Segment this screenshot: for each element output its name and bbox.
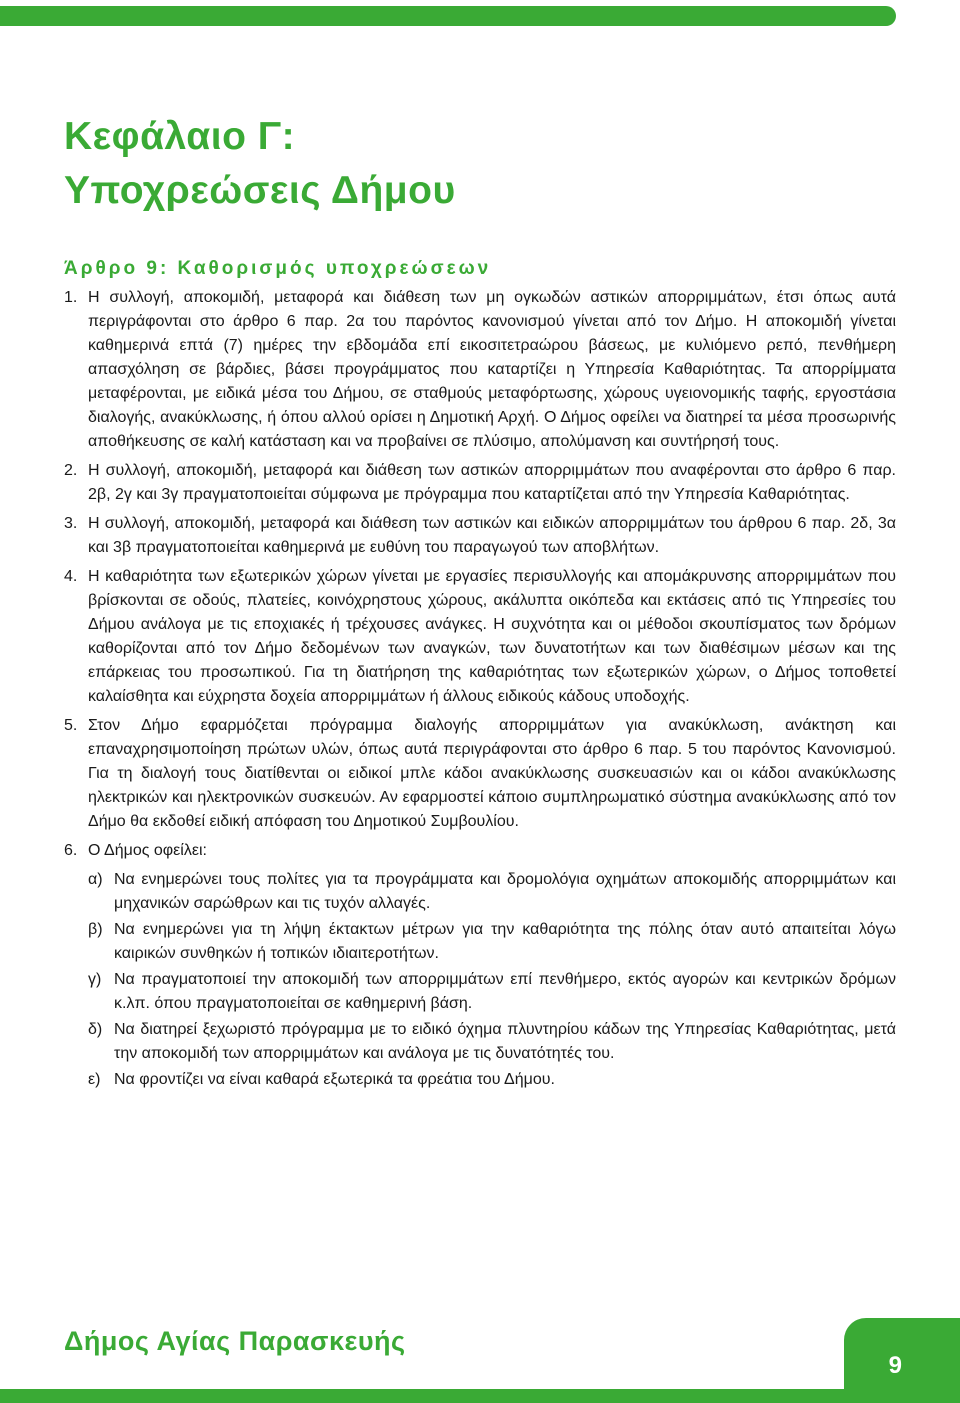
sub-item-text: Να διατηρεί ξεχωριστό πρόγραμμα με το ειδικό όχημα πλυντηρίου κάδων της Υπηρεσίας Καθαριότητας, μετά την αποκομιδή των απορριμμάτων και ανάλογα με τις δυνατότητές του. [114,1021,896,1062]
item-number: 2. [64,462,78,479]
item-text: Στον Δήμο εφαρμόζεται πρόγραμμα διαλογής απορριμμάτων για ανακύκλωση, ανάκτηση και επαναχρησιμοποίηση πρώτων υλών, όπως αυτά περιγράφονται στο άρθρο 6 παρ. 5 του παρόντος Κανονισμού. Για τη διαλογή τους διατίθενται οι ειδικοί μπλε κάδοι ανακύκλωσης συσκευασιών και οι κάδοι ανακύκλωσης ηλεκτρικών και ηλεκτρονικών συσκευών. Αν εφαρμοστεί κάποιο συμπληρωματικό σύστημα ανακύκλωσης από τον Δήμο θα εκδοθεί ειδική απόφαση του Δημοτικού Συμβουλίου. [88,717,896,830]
list-item [64,714,896,834]
list-item [64,286,896,454]
list-item [64,512,896,560]
bottom-decorative-bar [0,1389,960,1403]
list-item [64,839,896,863]
chapter-heading-line1: Κεφάλαιο Γ: [64,115,296,158]
chapter-heading-line2: Υποχρεώσεις Δήμου [64,169,456,212]
sub-item-text: Να πραγματοποιεί την αποκομιδή των απορριμμάτων επί πενθήμερο, εκτός αγορών και κεντρικών δρόμων κ.λπ. όπου πραγματοποιείται σε καθημερινή βάση. [114,971,896,1012]
sub-item-text: Να φροντίζει να είναι καθαρά εξωτερικά τα φρεάτια του Δήμου. [114,1071,555,1088]
item-text: Η συλλογή, αποκομιδή, μεταφορά και διάθεση των αστικών και ειδικών απορριμμάτων του άρθρου 6 παρ. 2δ, 3α και 3β πραγματοποιείται καθημερινά με ευθύνη του παραγωγού των αποβλήτων. [88,515,896,556]
chapter-heading [64,110,456,218]
sub-list-item [88,968,896,1016]
page-number: 9 [888,1352,902,1379]
item-number: 1. [64,289,78,306]
top-decorative-bar [0,6,896,26]
item-number: 4. [64,568,78,585]
item-number: 5. [64,717,78,734]
article-body [64,286,896,1094]
item-text: Ο Δήμος οφείλει: [88,842,207,859]
sub-list-item [88,1018,896,1066]
sub-item-letter: γ) [88,971,102,988]
article-title: Άρθρο 9: Καθορισμός υποχρεώσεων [64,258,492,279]
item-text: Η συλλογή, αποκομιδή, μεταφορά και διάθεση των αστικών απορριμμάτων που αναφέρονται στο άρθρο 6 παρ. 2β, 2γ και 3γ πραγματοποιείται σύμφωνα με πρόγραμμα που καταρτίζεται από την Υπηρεσία Καθαριότητας. [88,462,896,503]
sub-item-letter: α) [88,871,103,888]
sub-list-item [88,868,896,916]
sub-item-text: Να ενημερώνει για τη λήψη έκτακτων μέτρων για την καθαριότητα της πόλης όταν αυτό απαιτείται λόγω καιρικών συνθηκών ή τοπικών ιδιαιτεροτήτων. [114,921,896,962]
sub-list [88,868,896,1092]
list-item [64,565,896,709]
item-number: 6. [64,842,78,859]
sub-list-item [88,918,896,966]
item-text: Η συλλογή, αποκομιδή, μεταφορά και διάθεση των μη ογκωδών αστικών απορριμμάτων, έτσι όπως αυτά περιγράφονται στο άρθρο 6 παρ. 2α του παρόντος κανονισμού γίνεται από τον Δήμο. Η αποκομιδή γίνεται καθημερινά επτά (7) ημέρες την εβδομάδα επί εικοσιτετραώρου βάσεως, με κυλιόμενο ρεπό, πενθήμερη απασχόληση σε βάρδιες, βάσει προγράμματος που καταρτίζει η Υπηρεσία Καθαριότητας. Τα απορρίμματα μεταφέρονται, με ειδικά μέσα του Δήμου, σε σταθμούς μεταφόρτωσης, χώρους υγειονομικής ταφής, εργοστάσια διαλογής, ανακύκλωσης, ή όπου αλλού ορίσει η Δημοτική Αρχή. Ο Δήμος οφείλει να διατηρεί τα μέσα προσωρινής αποθήκευσης σε καλή κατάσταση και να προβαίνει σε πλύσιμο, απολύμανση και συντήρησή τους. [88,289,896,450]
sub-item-letter: β) [88,921,103,938]
sub-list-item [88,1068,896,1092]
sub-item-letter: δ) [88,1021,103,1038]
item-text: Η καθαριότητα των εξωτερικών χώρων γίνεται με εργασίες περισυλλογής και απομάκρυνσης απορριμμάτων που βρίσκονται σε οδούς, πλατείες, κοινόχρηστους χώρους, ακάλυπτα οικόπεδα και εκτάσεις από τις Υπηρεσίες του Δήμου ανάλογα με τις εποχιακές ή τρέχουσες ανάγκες. Η συχνότητα και οι μέθοδοι σκουπίσματος των δρόμων καθορίζονται από τον Δήμο δεδομένων των αναγκών, των δυνατοτήτων και των διαθέσιμων μέσων και της επάρκειας του προσωπικού. Για τη διατήρηση της καθαριότητας των εξωτερικών χώρων, ο Δήμος τοποθετεί καλαίσθητα και εύχρηστα δοχεία απορριμμάτων ή άλλους ειδικούς κάδους υποδοχής. [88,568,896,705]
sub-item-text: Να ενημερώνει τους πολίτες για τα προγράμματα και δρομολόγια οχημάτων αποκομιδής απορριμμάτων και μηχανικών σαρώθρων και τις τυχόν αλλαγές. [114,871,896,912]
sub-item-letter: ε) [88,1071,101,1088]
list-item [64,459,896,507]
footer-municipality-name: Δήμος Αγίας Παρασκευής [64,1326,406,1356]
item-number: 3. [64,515,78,532]
